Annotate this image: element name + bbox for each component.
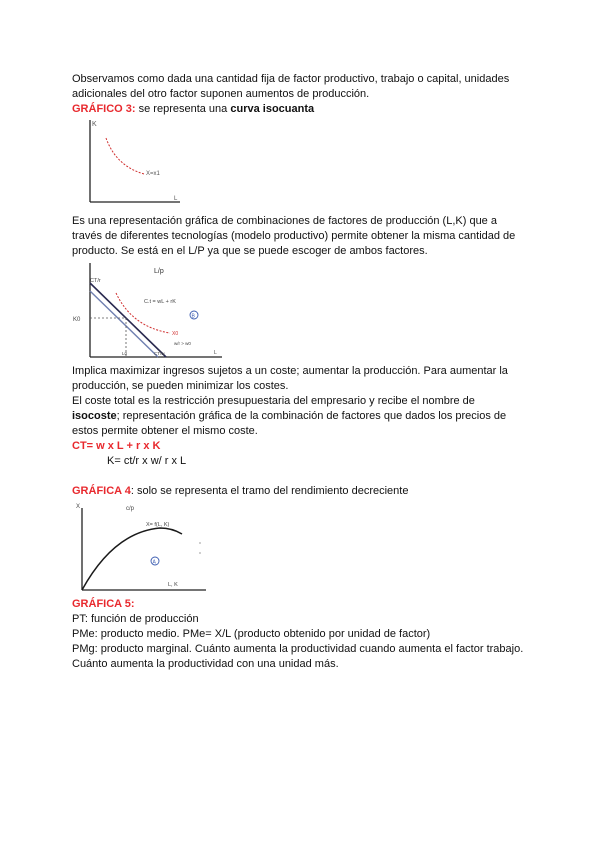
isocuanta-desc-2: través de diferentes tecnologías (modelo productivo) permite obtener la misma cantidad de: [72, 230, 516, 242]
fig1-isocuanta-curve: [106, 138, 144, 174]
fig2-x0: X0: [172, 331, 179, 337]
coste-line-4-rest: ; representación gráfica de la combinación de factores que dados los precios de: [116, 410, 507, 422]
grafica4-heading: [72, 484, 408, 499]
grafica5-pt: PT: función de producción: [72, 613, 199, 625]
grafico3-text: se representa una: [135, 103, 231, 115]
fig1-curve-label: X=x1: [146, 171, 160, 177]
production-figure: [74, 498, 214, 594]
intro-line-1: Observamos como dada una cantidad fija de factor productivo, trabajo o capital, unidades: [72, 73, 510, 85]
production-curve: [82, 528, 182, 590]
coste-line-1: Implica maximizar ingresos sujetos a un coste; aumentar la producción. Para aumentar la: [72, 365, 508, 377]
fig2-axis-label: L: [214, 350, 217, 356]
isocuanta-figure: [86, 116, 186, 208]
fig2-circle-label: B: [191, 313, 195, 320]
fig1-y-label: K: [92, 121, 97, 128]
intro-line-2: adicionales del otro factor suponen aumentos de producción.: [72, 88, 370, 100]
fig1-x-label: L: [174, 196, 178, 202]
grafica4-label: GRÁFICA 4: [72, 485, 131, 497]
fig2-slope: w/r > w0: [174, 341, 191, 346]
coste-line-4: [72, 409, 506, 424]
grafico3-label: GRÁFICO 3:: [72, 103, 136, 115]
fig2-title: L/p: [154, 268, 164, 275]
grafico3-heading: [72, 102, 314, 117]
isocoste-figure: [73, 261, 226, 360]
fig2-x-intercept: CT/w: [154, 351, 165, 356]
isocoste-term: isocoste: [72, 410, 117, 422]
fig3-function: X= f(L, K): [146, 522, 170, 528]
coste-line-3: El coste total es la restricción presupuestaria del empresario y recibe el nombre de: [72, 395, 475, 407]
coste-line-2: producción, se pueden minimizar los costes.: [72, 380, 289, 392]
fig3-title: c/p: [126, 506, 135, 512]
fig3-circle-label: A: [152, 559, 156, 566]
fig3-y-label: X: [76, 504, 81, 510]
grafico3-bold: curva isocuanta: [230, 103, 315, 115]
k-formula: K= ct/r x w/ r x L: [107, 455, 187, 467]
grafica5-label: GRÁFICA 5:: [72, 598, 135, 610]
coste-line-5: estos permite obtener el mismo coste.: [72, 425, 258, 437]
grafica5-pmg-2: Cuánto aumenta la productividad con una unidad más.: [72, 658, 339, 670]
fig2-equation: C.t = wL + rK: [144, 299, 176, 305]
fig2-y-intercept: CT/r: [90, 278, 101, 284]
grafica5-pmg-1: PMg: producto marginal. Cuánto aumenta la productividad cuando aumenta el factor trabajo.: [72, 643, 524, 655]
fig2-l-point: L0: [122, 351, 128, 356]
isocoste-line-1: [90, 283, 166, 357]
isocuanta-desc-3: producto. Se está en el L/P ya que se puede escoger de ambos factores.: [72, 245, 428, 257]
grafica4-text: : solo se representa el tramo del rendimiento decreciente: [130, 485, 409, 497]
fig3-x-label: L, K: [168, 582, 178, 588]
fig2-k-point: K0: [73, 317, 81, 323]
grafica5-pme: PMe: producto medio. PMe= X/L (producto obtenido por unidad de factor): [72, 628, 431, 640]
ct-formula: CT= w x L + r x K: [72, 440, 161, 452]
isocuanta-desc-1: Es una representación gráfica de combinaciones de factores de producción (L,K) que a: [72, 215, 497, 227]
